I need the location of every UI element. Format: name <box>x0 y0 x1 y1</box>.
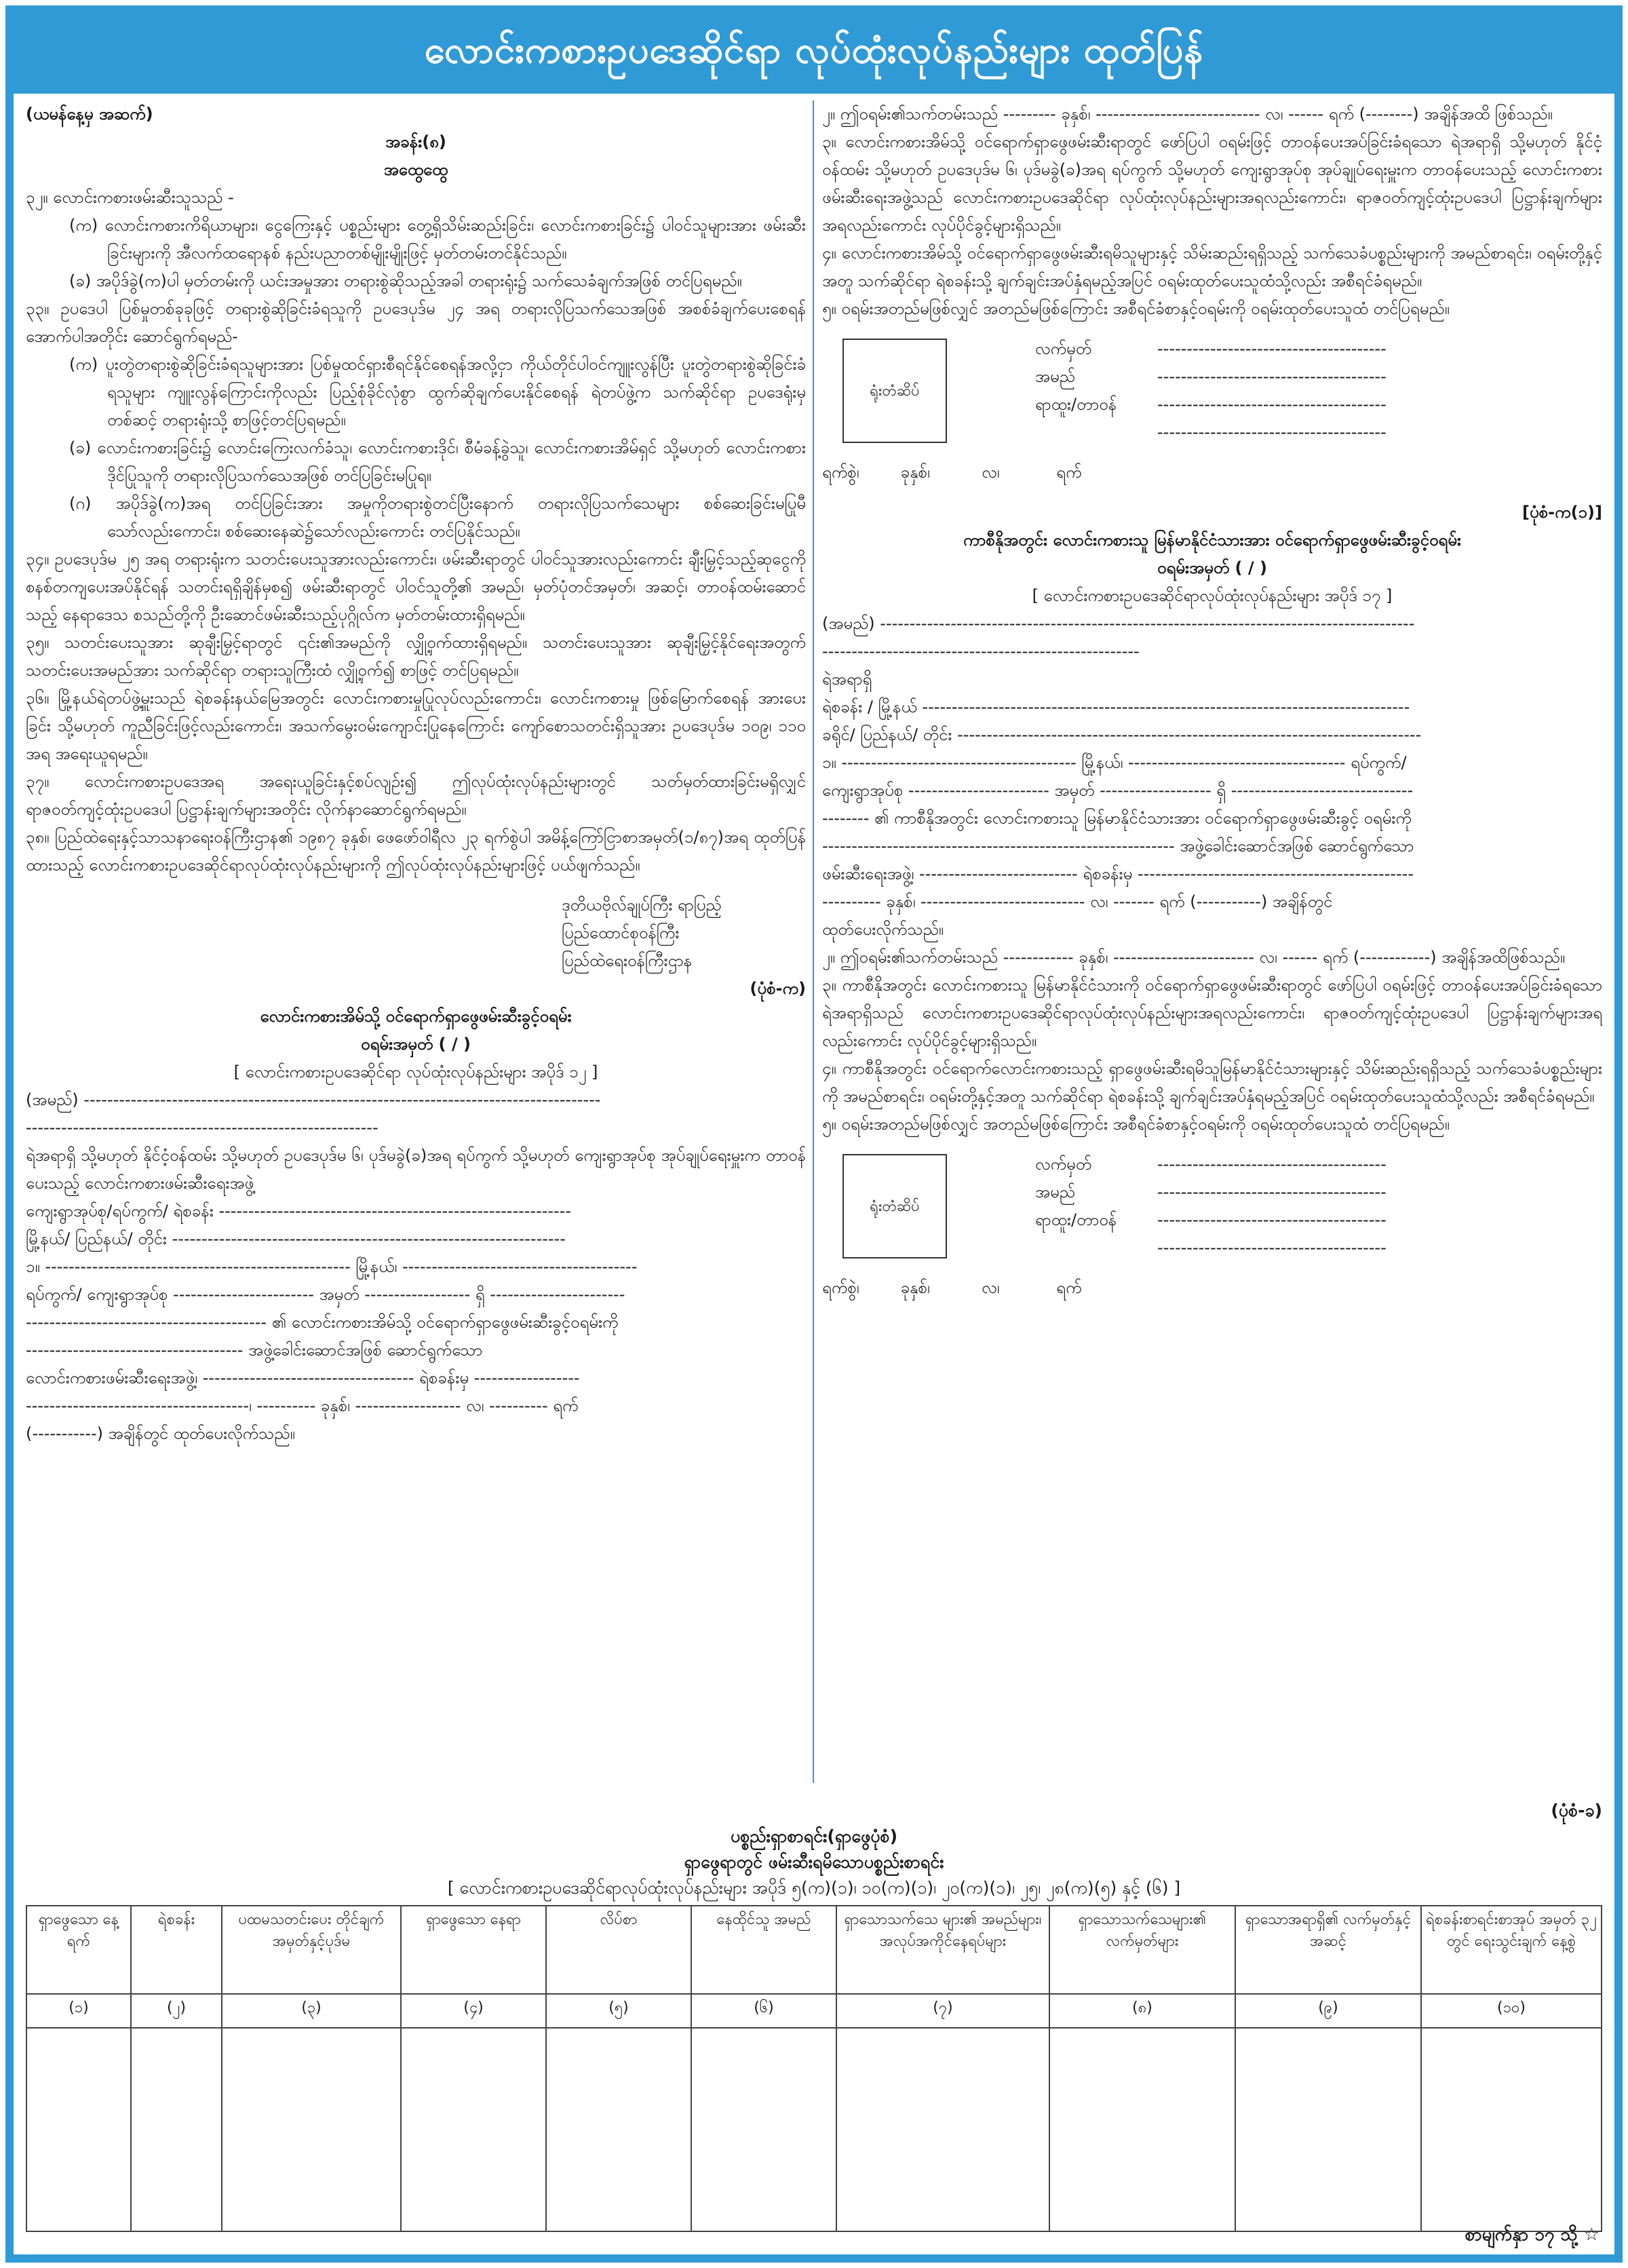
table-cell <box>26 2028 131 2231</box>
office-seal-box: ရုံးတံဆိပ် <box>842 1154 947 1258</box>
paragraph: (ခ) အပိုဒ်ခွဲ(က)ပါ မှတ်တမ်းကို ယင်းအမှုအား တရားစွဲဆိုသည့်အခါ တရားရုံး၌ သက်သေခံချက်အဖြစ် တင်ပြရမည်။ <box>69 271 742 290</box>
column-number: (၆) <box>691 1994 836 2028</box>
paragraph: ၃၃။ ဥပဒေပါ ပြစ်မှုတစ်ခုခုဖြင့် တရားစွဲဆိုခြင်းခံရသူကို ဥပဒေပုဒ်မ ၂၄ အရ တရားလိုပြသက်သေအဖြစ် အစစ်ခံချက်ပေးစေရန် အောက်ပါအတိုင်း ဆောင်ရွက်ရမည်- <box>26 299 806 346</box>
date-line: ရက်စွဲ၊ ခုနှစ်၊ လ၊ ရက် <box>822 463 1082 482</box>
warrant-number: ဝရမ်းအမှတ် ( / ) <box>361 1035 471 1054</box>
sign-label: အမည် <box>1035 367 1075 386</box>
signature-area <box>842 1151 1602 1262</box>
paragraph: ၃၇။ လောင်းကစားဥပဒေအရ အရေးယူခြင်းနှင့်စပ်လျဉ်း၍ ဤလုပ်ထုံးလုပ်နည်းများတွင် သတ်မှတ်ထားခြင်းမရှိလျှင် ရာဇဝတ်ကျင့်ထုံးဥပဒေပါ ပြဋ္ဌာန်းချက်များအတိုင်း လိုက်နာဆောင်ရွက်ရမည်။ <box>26 772 806 819</box>
column-number: (၂) <box>131 1994 222 2028</box>
sign-label: လက်မှတ် <box>1035 1155 1092 1174</box>
table-cell <box>131 2028 222 2231</box>
column-header: ရဲစခန်းစာရင်းစာအုပ် အမှတ် ၃၂ တွင် ရေးသွင်းချက် နေ့စွဲ <box>1421 1906 1602 1994</box>
sign-dashes: --------------------------------------- <box>1157 367 1387 386</box>
signature-area <box>842 335 1602 446</box>
sign-label: အမည် <box>1035 1183 1075 1202</box>
sign-label: လက်မှတ် <box>1035 339 1092 358</box>
continued-label: (ယမန်နေ့မှ အဆက်) <box>26 104 153 123</box>
form-subtitle: ရှာဖွေရာတွင် ဖမ်းဆီးရမိသောပစ္စည်းစာရင်း <box>684 1852 944 1872</box>
sign-label: ရာထူး/တာဝန် <box>1035 395 1117 414</box>
column-number: (၅) <box>546 1994 691 2028</box>
sign-label: ရာထူး/တာဝန် <box>1035 1210 1117 1229</box>
column-number: (၃) <box>222 1994 401 2028</box>
paragraph: ၃၆။ မြို့နယ်ရဲတပ်ဖွဲ့မှူးသည် ရဲစခန်းနယ်မြေအတွင်း လောင်းကစားမှုပြုလုပ်လည်းကောင်း၊ လောင်းကစားမှု ဖြစ်မြောက်စေရန် အားပေးခြင်း သို့မဟုတ် ကူညီခြင်းဖြင့်လည်းကောင်း၊ အသက်မွေးဝမ်းကျောင်းပြုနေကြောင်း ကျော်စောသတင်းရှိသူအား ဥပဒေပုဒ်မ ၁၀၉၊ ၁၁၀ အရ အရေးယူရမည်။ <box>26 689 806 763</box>
right-column <box>822 100 1602 1793</box>
column-number: (၇) <box>836 1994 1049 2028</box>
form-line: ကျေးရွာအုပ်စု ------------------------ အမှတ် ------------------- ရှိ ------------------------------- <box>822 781 1414 800</box>
column-header: ရှာဖွေသော နေရာ <box>401 1906 546 1994</box>
table-cell <box>546 2028 691 2231</box>
paragraph: (က) ပူးတွဲတရားစွဲဆိုခြင်းခံရသူများအား ပြစ်မှုထင်ရှားစီရင်နိုင်စေရန်အလို့ငှာ ကိုယ်တိုင်ပါဝင်ကျူးလွန်ပြီး ပူးတွဲတရားစွဲဆိုခြင်းခံရသူများ ကျူးလွန်ကြောင်းကိုလည်း ပြည့်စုံခိုင်လုံစွာ ထွက်ဆိုချက်ပေးနိုင်စေရန် ရဲတပ်ဖွဲ့က သက်ဆိုင်ရာ ဥပဒေရုံးမှတစ်ဆင့် တရားရုံးသို့ စာဖြင့်တင်ပြရမည်။ <box>69 355 806 429</box>
form-line: ရဲစခန်း / မြို့နယ် ----------------------------------------------------------------------------------- <box>822 697 1410 716</box>
table-cell <box>1421 2028 1602 2231</box>
seized-items-table <box>26 1905 1602 2232</box>
form-label: (ပုံစံ-ခ) <box>1551 1801 1602 1820</box>
paragraph: ၂။ ဤဝရမ်း၏သက်တမ်းသည် ------------ ခုနှစ်၊ ------------------------ လ၊ ------ ရက် (------------) အချိန်အထိဖြစ်သည်။ <box>822 948 1566 967</box>
column-header: ရှာသောအရာရှိ၏ လက်မှတ်နှင့်အဆင့် <box>1235 1906 1421 1994</box>
paragraph: (ခ) လောင်းကစားခြင်း၌ လောင်းကြေးလက်ခံသူ၊ လောင်းကစားဒိုင်၊ စီမံခန့်ခွဲသူ၊ လောင်းကစားအိမ်ရှင် သို့မဟုတ် လောင်းကစားဒိုင်ပြုသူကို တရားလိုပြသက်သေအဖြစ် တင်ပြခြင်းမပြုရ။ <box>69 438 806 485</box>
table-cell <box>1235 2028 1421 2231</box>
warrant-number: ဝရမ်းအမှတ် ( / ) <box>1157 558 1267 577</box>
form-title: ပစ္စည်းရှာစာရင်း(ရှာဖွေပုံစံ) <box>730 1826 898 1846</box>
chapter-title: အထွေထွေ <box>383 160 448 179</box>
paragraph: ၃။ လောင်းကစားအိမ်သို့ ဝင်ရောက်ရှာဖွေဖမ်းဆီးရာတွင် ဖော်ပြပါ ဝရမ်းဖြင့် တာဝန်ပေးအပ်ခြင်းခံရသော ရဲအရာရှိ သို့မဟုတ် နိုင်ငံ့ဝန်ထမ်း သို့မဟုတ် ဥပဒေပုဒ်မ ၆၊ ပုဒ်မခွဲ(ခ)အရ ရပ်ကွက် သို့မဟုတ် ကျေးရွာအုပ်စု အုပ်ချုပ်ရေးမှူးက တာဝန်ပေးသည့် လောင်းကစားဖမ်းဆီးရေးအဖွဲ့သည် လောင်းကစားဥပဒေဆိုင်ရာ လုပ်ထုံးလုပ်နည်းများအရလည်းကောင်း၊ ရာဇဝတ်ကျင့်ထုံးဥပဒေပါ ပြဋ္ဌာန်းချက်များအရလည်းကောင်း လုပ်ပိုင်ခွင့်များရှိသည်။ <box>822 132 1602 235</box>
left-column <box>26 100 806 1793</box>
form-line: -------- ၏ ကာစီနိုအတွင်း လောင်းကစားသူ မြန်မာနိုင်ငံသားအား ဝင်ရောက်ရှာဖွေဖမ်းဆီးခွင့် ဝရမ်းကို <box>822 809 1412 828</box>
paragraph: ၂။ ဤဝရမ်း၏သက်တမ်းသည် --------- ခုနှစ်၊ ---------------------------- လ၊ ------ ရက် (--------) အချိန်အထိ ဖြစ်သည်။ <box>822 104 1553 123</box>
signer-name: ဒုတိယဗိုလ်ချုပ်ကြီး ရာပြည့် <box>562 896 722 915</box>
form-line: ၁။ ---------------------------------------------------- မြို့နယ်၊ ---------------------------------------- <box>26 1257 638 1276</box>
column-header: ရှာသောသက်သေများ၏ လက်မှတ်များ <box>1049 1906 1235 1994</box>
search-list-form <box>26 1798 1602 2259</box>
sign-dashes: --------------------------------------- <box>1157 1155 1387 1174</box>
sign-dashes: --------------------------------------- <box>1157 1210 1387 1229</box>
office-seal-box: ရုံးတံဆိပ် <box>842 339 947 443</box>
form-label: (ပုံစံ-က) <box>750 979 806 998</box>
paragraph: ၃၈။ ပြည်ထဲရေးနှင့်သာသနာရေးဝန်ကြီးဌာန၏ ၁၉၈၇ ခုနှစ်၊ ဖေဖော်ဝါရီလ ၂၃ ရက်စွဲပါ အမိန့်ကြော်ငြာစာအမှတ်(၁/၈၇)အရ ထုတ်ပြန်ထားသည့် လောင်းကစားဥပဒေဆိုင်ရာလုပ်ထုံးလုပ်နည်းများကို ဤလုပ်ထုံးလုပ်နည်းများဖြင့် ပယ်ဖျက်သည်။ <box>26 828 806 874</box>
form-line: --------------------------------------၊ ---------- ခုနှစ်၊ ------------------ လ၊ ---------- ရက် <box>26 1396 579 1415</box>
paragraph: ၄။ ကာစီနိုအတွင်း ဝင်ရောက်လောင်းကစားသည့် ရှာဖွေဖမ်းဆီးရမိသူမြန်မာနိုင်ငံသားများနှင့် သိမ်းဆည်းရရှိသည့် သက်သေခံပစ္စည်းများကို အမည်စာရင်း၊ ဝရမ်းတို့နှင့်အတူ သက်ဆိုင်ရာ ရဲစခန်းသို့ ချက်ချင်းအပ်နှံရမည့်အပြင် ဝရမ်းထုတ်ပေးသူထံသို့လည်း အစီရင်ခံရမည်။ <box>822 1059 1602 1106</box>
form-line: ------------------------------------------------------------ အဖွဲ့ခေါင်းဆောင်အဖြစ် ဆောင်ရွက်သော <box>822 837 1414 856</box>
page-title: လောင်းကစားဥပဒေဆိုင်ရာ လုပ်ထုံးလုပ်နည်းများ ထုတ်ပြန် <box>14 14 1614 94</box>
form-line: လောင်းကစားဖမ်းဆီးရေးအဖွဲ့၊ ------------------------------------ ရဲစခန်းမှ ------------------ <box>26 1368 580 1387</box>
paragraph: (က) လောင်းကစားကိရိယာများ၊ ငွေကြေးနှင့် ပစ္စည်းများ တွေ့ရှိသိမ်းဆည်းခြင်း၊ လောင်းကစားခြင်း၌ ပါဝင်သူများအား ဖမ်းဆီးခြင်းများကို အီလက်ထရောနစ် နည်းပညာတစ်မျိုးမျိုးဖြင့် မှတ်တမ်းတင်နိုင်သည်။ <box>69 216 806 263</box>
signer-ministry: ပြည်ထဲရေးဝန်ကြီးဌာန <box>562 951 693 970</box>
column-header: ရှာသောသက်သေ များ၏ အမည်များ၊ အလုပ်အကိုင်နေရပ်များ <box>836 1906 1049 1994</box>
form-line: ကျေးရွာအုပ်စု/ရပ်ကွက်/ ရဲစခန်း ------------------------------------------------------------ <box>26 1202 572 1221</box>
sign-dashes: --------------------------------------- <box>1157 1238 1387 1257</box>
form-reference: [ လောင်းကစားဥပဒေဆိုင်ရာ လုပ်ထုံးလုပ်နည်းများ အပိုဒ် ၁၂ ] <box>233 1062 598 1081</box>
form-line: မြို့နယ်/ ပြည်နယ်/ တိုင်း ------------------------------------------------------------------- <box>26 1229 566 1248</box>
table-cell <box>836 2028 1049 2231</box>
paragraph: ၃၂။ လောင်းကစားဖမ်းဆီးသူသည် - <box>26 188 234 207</box>
form-line: ဖမ်းဆီးရေးအဖွဲ့၊ --------------------------- ရဲစခန်းမှ ----------------------------------------------- <box>822 864 1414 883</box>
form-reference: [ လောင်းကစားဥပဒေဆိုင်ရာလုပ်ထုံးလုပ်နည်းများ အပိုဒ် ၅(က)(၁)၊ ၁၀(က)(၁)၊ ၂၀(က)(၁)၊ ၂၅၊ ၂၈(က)(၅) နှင့် (၆) ] <box>447 1878 1181 1898</box>
column-header: လိပ်စာ <box>546 1906 691 1994</box>
date-line: ရက်စွဲ၊ ခုနှစ်၊ လ၊ ရက် <box>822 1278 1082 1297</box>
column-number: (၁) <box>26 1994 131 2028</box>
form-line: ------------------------------------- အဖွဲ့ခေါင်းဆောင်အဖြစ် ဆောင်ရွက်သော <box>26 1341 483 1360</box>
form-line: (အမည်) ------------------------------------------------------------------------------------------- <box>822 614 1415 633</box>
chapter-heading: အခန်း(၈) <box>385 132 446 151</box>
paragraph: ၅။ ဝရမ်းအတည်မဖြစ်လျှင် အတည်မဖြစ်ကြောင်း အစီရင်ခံစာနှင့်ဝရမ်းကို ဝရမ်းထုတ်ပေးသူထံ တင်ပြရမည်။ <box>822 1115 1450 1134</box>
paragraph: ၅။ ဝရမ်းအတည်မဖြစ်လျှင် အတည်မဖြစ်ကြောင်း အစီရင်ခံစာနှင့်ဝရမ်းကို ဝရမ်းထုတ်ပေးသူထံ တင်ပြရမည်။ <box>822 299 1450 318</box>
form-reference: [ လောင်းကစားဥပဒေဆိုင်ရာလုပ်ထုံးလုပ်နည်းများ အပိုဒ် ၁၇ ] <box>1032 586 1393 605</box>
form-line: ခရိုင်/ ပြည်နယ်/ တိုင်း ------------------------------------------------------------------------------- <box>822 725 1422 744</box>
column-header: ရဲစခန်း <box>131 1906 222 1994</box>
paragraph: ၃၅။ သတင်းပေးသူအား ဆုချီးမြှင့်ရာတွင် ၎င်း၏အမည်ကို လျှို့ဝှက်ထားရှိရမည်။ သတင်းပေးသူအား ဆုချီးမြှင့်နိုင်ရေးအတွက် သတင်းပေးအမည်အား သက်ဆိုင်ရာ တရားသူကြီးထံ လျှို့ဝှက်၍ စာဖြင့် တင်ပြရမည်။ <box>26 633 806 680</box>
column-number: (၉) <box>1235 1994 1421 2028</box>
table-cell <box>1049 2028 1235 2231</box>
form-line: ရပ်ကွက်/ ကျေးရွာအုပ်စု ------------------------ အမှတ် ------------------ ရှိ ----------------------- <box>26 1285 625 1304</box>
form-line: ---------- ခုနှစ်၊ ---------------------------- လ၊ ------- ရက် (-----------) အချိန်တွင် <box>822 892 1333 911</box>
form-line: ----------------------------------------- ၏ လောင်းကစားအိမ်သို့ ဝင်ရောက်ရှာဖွေဖမ်းဆီးခွင့်ဝရမ်းကို <box>26 1313 619 1332</box>
column-header: ရှာဖွေသော နေ့ရက် <box>26 1906 131 1994</box>
signer-title: ပြည်ထောင်စုဝန်ကြီး <box>562 923 680 942</box>
form-line: ထုတ်ပေးလိုက်သည်။ <box>822 920 944 939</box>
page-continuation: စာမျက်နှာ ၁၇ သို့ ☆ <box>1465 2225 1600 2245</box>
form-line: ၁။ ---------------------------------------- မြို့နယ်၊ ------------------------------------- ရပ်ကွက်/ <box>822 753 1407 772</box>
form-line: ရဲအရာရှိ သို့မဟုတ် နိုင်ငံ့ဝန်ထမ်း သို့မဟုတ် ဥပဒေပုဒ်မ ၆၊ ပုဒ်မခွဲ(ခ)အရ ရပ်ကွက် သို့မဟုတ် ကျေးရွာအုပ်စု အုပ်ချုပ်ရေးမှူးက တာဝန်ပေးသည့် လောင်းကစားဖမ်းဆီးရေးအဖွဲ့ <box>26 1146 806 1193</box>
column-header: နေထိုင်သူ အမည် <box>691 1906 836 1994</box>
sign-dashes: --------------------------------------- <box>1157 1183 1387 1202</box>
column-header: ပထမသတင်းပေး တိုင်ချက် အမှတ်နှင့်ပုဒ်မ <box>222 1906 401 1994</box>
column-divider <box>813 100 814 1783</box>
form-line: (-----------) အချိန်တွင် ထုတ်ပေးလိုက်သည်။ <box>26 1424 295 1443</box>
form-label: [ပုံစံ-က(၁)] <box>1522 503 1602 522</box>
column-number: (၁၀) <box>1421 1994 1602 2028</box>
table-cell <box>401 2028 546 2231</box>
sign-dashes: --------------------------------------- <box>1157 423 1387 442</box>
form-title: ကာစီနိုအတွင်း လောင်းကစားသူ မြန်မာနိုင်ငံသားအား ဝင်ရောက်ရှာဖွေဖမ်းဆီးခွင့်ဝရမ်း <box>963 531 1462 550</box>
paragraph: ၃။ ကာစီနိုအတွင်း လောင်းကစားသူ မြန်မာနိုင်ငံသားကို ဝင်ရောက်ရှာဖွေဖမ်းဆီးရာတွင် ဖော်ပြပါ ဝရမ်းဖြင့် တာဝန်ပေးအပ်ခြင်းခံရသော ရဲအရာရှိသည် လောင်းကစားဥပဒေဆိုင်ရာလုပ်ထုံးလုပ်နည်းများအရလည်းကောင်း၊ ရာဇဝတ်ကျင့်ထုံးဥပဒေပါ ပြဋ္ဌာန်းချက်များအရလည်းကောင်း လုပ်ပိုင်ခွင့်များရှိသည်။ <box>822 976 1602 1050</box>
form-line: (အမည်) ---------------------------------------------------------------------------------------- <box>26 1090 601 1109</box>
sign-dashes: --------------------------------------- <box>1157 339 1387 358</box>
page-frame <box>5 5 1623 2263</box>
form-title: လောင်းကစားအိမ်သို့ ဝင်ရောက်ရှာဖွေဖမ်းဆီးခွင့်ဝရမ်း <box>260 1007 572 1026</box>
paragraph: ၃၄။ ဥပဒေပုဒ်မ ၂၅ အရ တရားရုံးက သတင်းပေးသူအားလည်းကောင်း၊ ဖမ်းဆီးရာတွင် ပါဝင်သူအားလည်းကောင်း ချီးမြှင့်သည့်ဆုငွေကို စနစ်တကျပေးအပ်နိုင်ရန် သတင်းရရှိချိန်မှစ၍ ဖမ်းဆီးရာတွင် ပါဝင်သူတို့၏ အမည်၊ မှတ်ပုံတင်အမှတ်၊ အဆင့်၊ တာဝန်ထမ်းဆောင်သည့် နေရာဒေသ စသည်တို့ကို ဦးဆောင်ဖမ်းဆီးသည့်ပုဂ္ဂိုလ်က မှတ်တမ်းထားရှိရမည်။ <box>26 550 806 624</box>
column-number: (၄) <box>401 1994 546 2028</box>
form-line: ------------------------------------------------------------ <box>26 1118 379 1137</box>
table-cell <box>222 2028 401 2231</box>
signature-block <box>562 891 806 975</box>
paragraph: (ဂ) အပိုဒ်ခွဲ(က)အရ တင်ပြခြင်းအား အမှုကိုတရားစွဲတင်ပြီးနောက် တရားလိုပြသက်သေများ စစ်ဆေးခြင်းမပြုမီ သော်လည်းကောင်း၊ စစ်ဆေးနေဆဲ၌သော်လည်းကောင်း တင်ပြနိုင်သည်။ <box>69 494 806 541</box>
form-line: ------------------------------------------------------ <box>822 642 1140 661</box>
paragraph: ၄။ လောင်းကစားအိမ်သို့ ဝင်ရောက်ရှာဖွေဖမ်းဆီးရမိသူများနှင့် သိမ်းဆည်းရရှိသည့် သက်သေခံပစ္စည်းများကို အမည်စာရင်း၊ ဝရမ်းတို့နှင့်အတူ သက်ဆိုင်ရာ ရဲစခန်းသို့ ချက်ချင်းအပ်နှံရမည့်အပြင် ဝရမ်းထုတ်ပေးသူထံသို့လည်း အစီရင်ခံရမည်။ <box>822 244 1602 290</box>
column-number: (၈) <box>1049 1994 1235 2028</box>
sign-dashes: --------------------------------------- <box>1157 395 1387 414</box>
form-line: ရဲအရာရှိ <box>822 670 872 689</box>
table-row <box>26 2028 1602 2231</box>
table-cell <box>691 2028 836 2231</box>
